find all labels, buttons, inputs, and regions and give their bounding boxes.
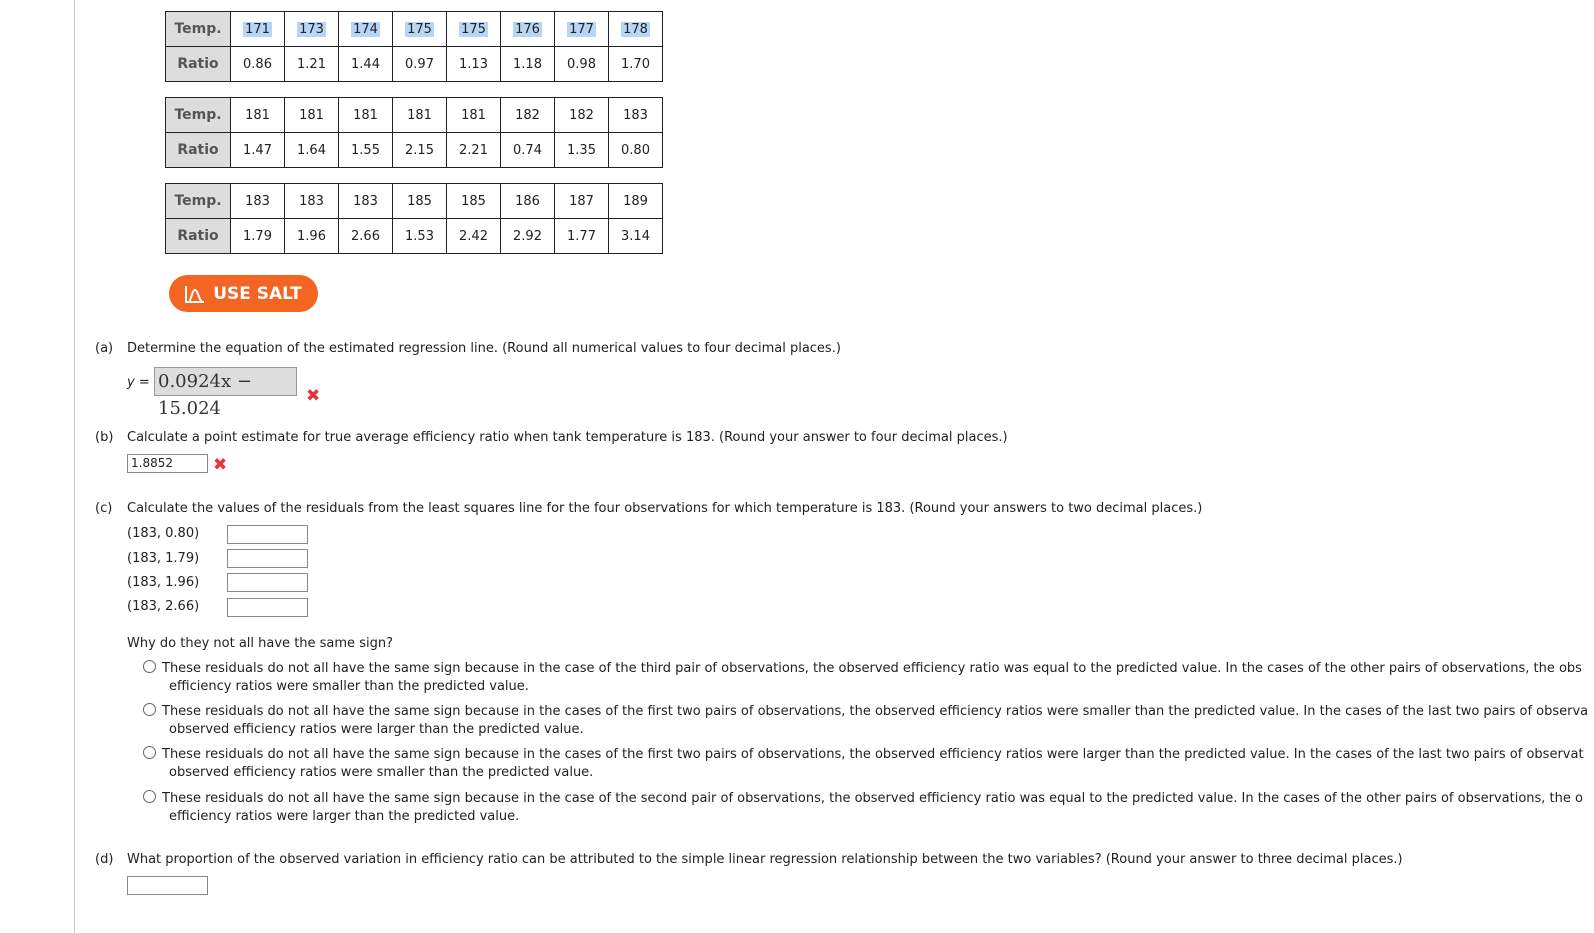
temp-row: [166, 184, 663, 219]
radio-button[interactable]: [143, 746, 156, 759]
left-margin-rule: [74, 0, 75, 933]
ratio-cell: 1.53: [393, 219, 447, 254]
sign-option-2[interactable]: [143, 703, 1588, 739]
temp-cell: 173: [285, 12, 339, 47]
ratio-cell: 2.92: [501, 219, 555, 254]
part-c-question: [95, 501, 1202, 516]
option-line: [143, 746, 1584, 764]
part-b-text: Calculate a point estimate for true average efficiency ratio when tank temperature is 183. (Round your answer to four decimal places.): [127, 430, 1008, 445]
option-text: These residuals do not all have the same sign because in the case of the second pair of observations, the observed efficiency ratio was equal to the predicted value. In the cases of the other pairs of observations, the o: [162, 791, 1583, 806]
ratio-row: [166, 133, 663, 168]
residual-input-4[interactable]: [227, 598, 308, 617]
temp-cell: 178: [609, 12, 663, 47]
residual-pair-label: (183, 1.96): [127, 575, 200, 590]
temp-cell: 183: [231, 184, 285, 219]
row-header-temp: Temp.: [166, 184, 231, 219]
temp-cell: 187: [555, 184, 609, 219]
data-table-1: [165, 11, 663, 82]
sign-option-4[interactable]: [143, 790, 1583, 826]
temp-cell: 183: [339, 184, 393, 219]
option-text-continued: observed efficiency ratios were smaller than the predicted value.: [169, 765, 594, 780]
ratio-cell: 1.35: [555, 133, 609, 168]
ratio-cell: 2.15: [393, 133, 447, 168]
ratio-row: [166, 219, 663, 254]
sign-option-1[interactable]: [143, 660, 1582, 696]
ratio-cell: 0.97: [393, 47, 447, 82]
part-a-text: Determine the equation of the estimated regression line. (Round all numerical values to four decimal places.): [127, 341, 841, 356]
radio-button[interactable]: [143, 660, 156, 673]
use-salt-label: USE SALT: [213, 283, 302, 304]
temp-cell: 177: [555, 12, 609, 47]
ratio-cell: 1.13: [447, 47, 501, 82]
part-b-question: [95, 430, 1008, 445]
temp-cell: 175: [393, 12, 447, 47]
temp-row: [166, 98, 663, 133]
part-d-question: [95, 852, 1403, 867]
part-d-answer-field[interactable]: [127, 876, 208, 895]
option-text-continued: efficiency ratios were larger than the predicted value.: [169, 809, 520, 824]
part-c-text: Calculate the values of the residuals from the least squares line for the four observations for which temperature is 183. (Round your answers to two decimal places.): [127, 501, 1203, 516]
why-question: Why do they not all have the same sign?: [127, 636, 393, 651]
ratio-cell: 1.96: [285, 219, 339, 254]
row-header-temp: Temp.: [166, 12, 231, 47]
radio-button[interactable]: [143, 703, 156, 716]
row-header-ratio: Ratio: [166, 47, 231, 82]
temp-cell: 181: [285, 98, 339, 133]
row-header-ratio: Ratio: [166, 133, 231, 168]
ratio-cell: 2.66: [339, 219, 393, 254]
option-text: These residuals do not all have the same sign because in the case of the third pair of observations, the observed efficiency ratio was equal to the predicted value. In the cases of the other pairs of observations, the obs: [162, 661, 1582, 676]
temp-cell: 185: [393, 184, 447, 219]
ratio-cell: 1.55: [339, 133, 393, 168]
temp-cell: 185: [447, 184, 501, 219]
option-line: [143, 703, 1588, 721]
part-b-label: (b): [95, 430, 114, 445]
option-line: [143, 790, 1583, 808]
temp-cell: 181: [339, 98, 393, 133]
residual-input-3[interactable]: [227, 573, 308, 592]
ratio-cell: 1.18: [501, 47, 555, 82]
incorrect-icon: ✖: [306, 386, 321, 406]
row-header-temp: Temp.: [166, 98, 231, 133]
residual-pair-label: (183, 1.79): [127, 551, 200, 566]
use-salt-button[interactable]: [169, 275, 318, 312]
row-header-ratio: Ratio: [166, 219, 231, 254]
temp-cell: 182: [555, 98, 609, 133]
residual-input-1[interactable]: [227, 525, 308, 544]
option-text-continued: observed efficiency ratios were larger than the predicted value.: [169, 722, 584, 737]
part-b-answer-field[interactable]: 1.8852: [127, 454, 208, 473]
ratio-cell: 1.44: [339, 47, 393, 82]
sign-option-3[interactable]: [143, 746, 1584, 782]
part-a-label: (a): [95, 341, 114, 356]
ratio-cell: 1.47: [231, 133, 285, 168]
residual-pair-label: (183, 2.66): [127, 599, 200, 614]
part-d-text: What proportion of the observed variation in efficiency ratio can be attributed to the simple linear regression relationship between the two variables? (Round your answer to three decimal places.): [127, 852, 1403, 867]
part-a-question: [95, 341, 841, 356]
temp-cell: 181: [231, 98, 285, 133]
option-text: These residuals do not all have the same sign because in the cases of the first two pairs of observations, the observed efficiency ratios were larger than the predicted value. In the cases of the last two pairs of observat: [162, 747, 1584, 762]
temp-cell: 181: [393, 98, 447, 133]
data-table-2: [165, 97, 663, 168]
temp-cell: 182: [501, 98, 555, 133]
ratio-row: [166, 47, 663, 82]
residual-pair-label: (183, 0.80): [127, 526, 200, 541]
temp-cell: 181: [447, 98, 501, 133]
ratio-cell: 0.74: [501, 133, 555, 168]
temp-cell: 186: [501, 184, 555, 219]
ratio-cell: 1.21: [285, 47, 339, 82]
part-a-prefix: y =: [127, 375, 150, 390]
temp-cell: 174: [339, 12, 393, 47]
option-text: These residuals do not all have the same sign because in the cases of the first two pairs of observations, the observed efficiency ratios were smaller than the predicted value. In the cases of the last two pairs of observa: [162, 704, 1589, 719]
ratio-cell: 2.42: [447, 219, 501, 254]
ratio-cell: 1.70: [609, 47, 663, 82]
salt-chart-icon: [185, 285, 205, 303]
incorrect-icon: ✖: [213, 455, 228, 475]
ratio-cell: 0.80: [609, 133, 663, 168]
part-a-answer-field[interactable]: 0.0924x − 15.024: [154, 367, 297, 396]
ratio-cell: 3.14: [609, 219, 663, 254]
temp-cell: 189: [609, 184, 663, 219]
option-text-continued: efficiency ratios were smaller than the predicted value.: [169, 679, 529, 694]
temp-cell: 176: [501, 12, 555, 47]
ratio-cell: 0.86: [231, 47, 285, 82]
temp-row: [166, 12, 663, 47]
residual-input-2[interactable]: [227, 549, 308, 568]
temp-cell: 183: [609, 98, 663, 133]
part-c-label: (c): [95, 501, 113, 516]
temp-cell: 171: [231, 12, 285, 47]
ratio-cell: 2.21: [447, 133, 501, 168]
radio-button[interactable]: [143, 790, 156, 803]
part-d-label: (d): [95, 852, 114, 867]
temp-cell: 183: [285, 184, 339, 219]
data-table-3: [165, 183, 663, 254]
ratio-cell: 1.64: [285, 133, 339, 168]
temp-cell: 175: [447, 12, 501, 47]
ratio-cell: 0.98: [555, 47, 609, 82]
option-line: [143, 660, 1582, 678]
ratio-cell: 1.77: [555, 219, 609, 254]
ratio-cell: 1.79: [231, 219, 285, 254]
